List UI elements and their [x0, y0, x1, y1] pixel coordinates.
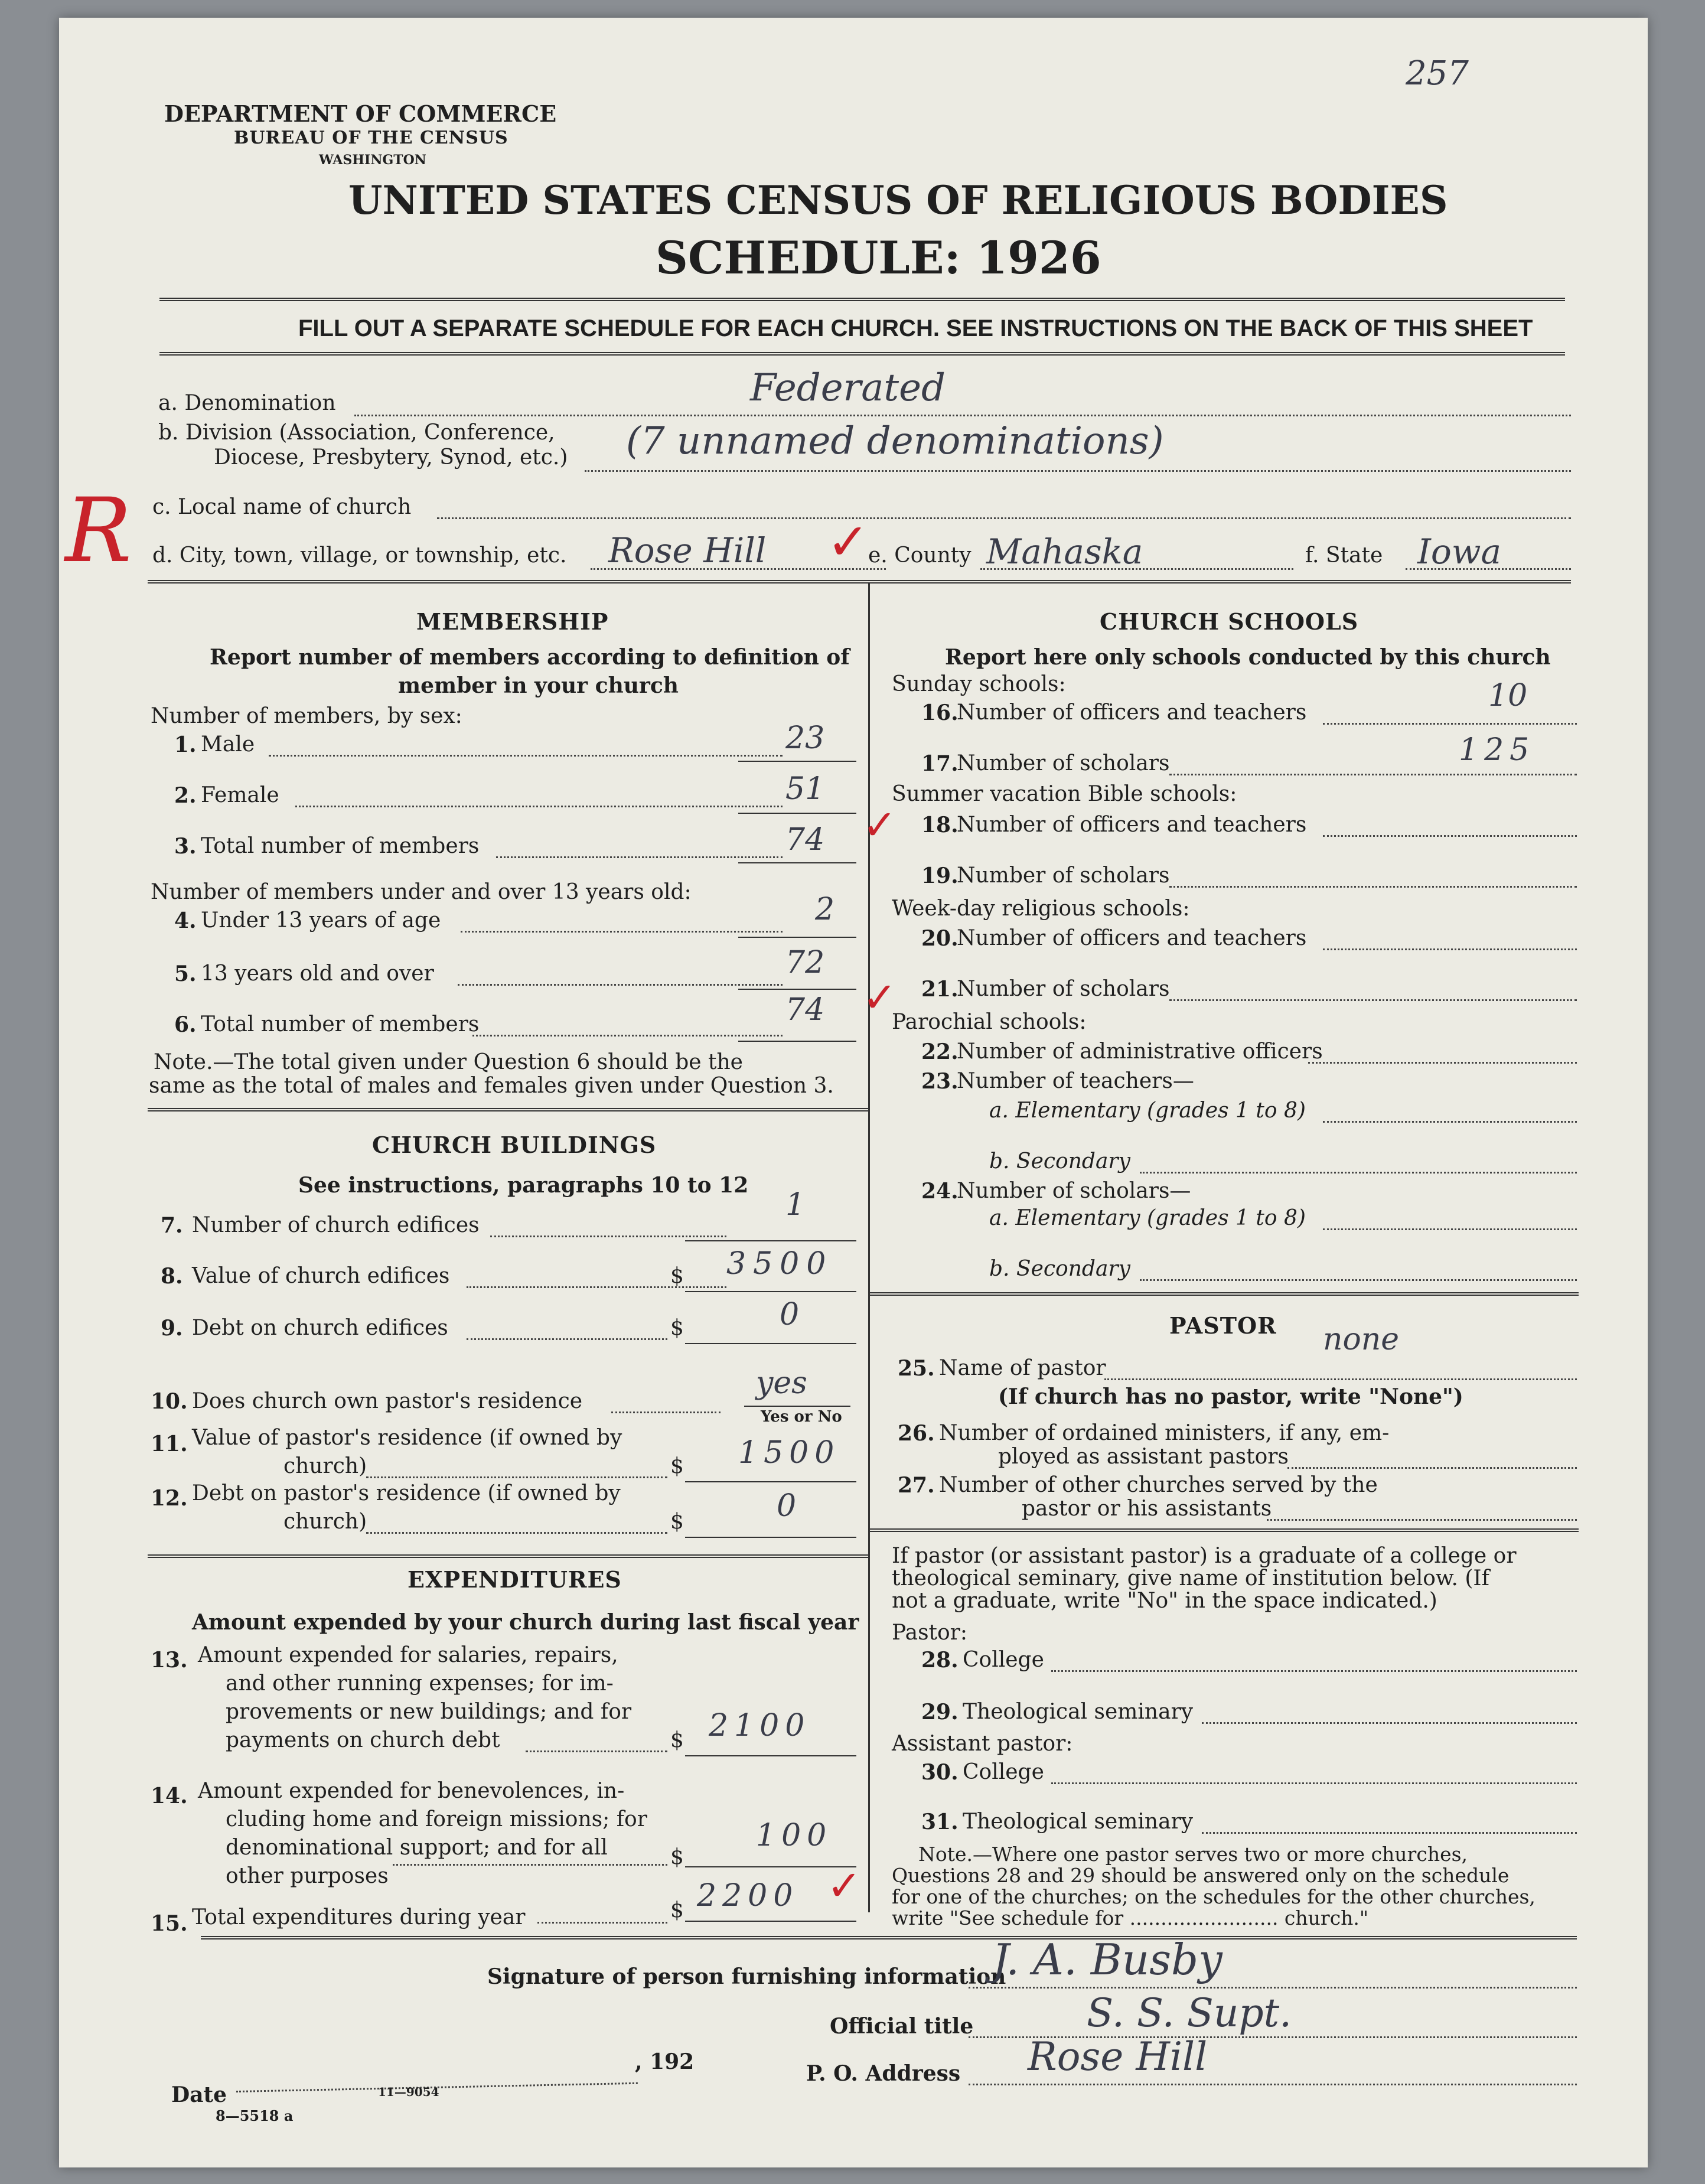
signature-line	[969, 1987, 1577, 1989]
q11-label-1: Value of pastor's residence (if owned by	[192, 1426, 622, 1450]
local-name-label: c. Local name of church	[152, 495, 412, 519]
pastor-note-1: Note.—Where one pastor serves two or more churches,	[918, 1843, 1468, 1866]
q16-label: Number of officers and teachers	[957, 700, 1307, 725]
q13-dollar: $	[670, 1728, 684, 1752]
q23b-label: b. Secondary	[989, 1149, 1130, 1174]
q22-label: Number of administrative officers	[957, 1039, 1323, 1064]
membership-heading: MEMBERSHIP	[416, 608, 609, 635]
q29-number: 29.	[921, 1700, 959, 1725]
q5-line	[458, 984, 783, 986]
q15-value[interactable]: 2200	[697, 1878, 799, 1914]
q22-line	[1308, 1062, 1577, 1064]
q12-label-2: church)	[283, 1510, 367, 1534]
q24b-label: b. Secondary	[989, 1257, 1130, 1281]
q4-label: Under 13 years of age	[201, 908, 441, 933]
q9-answer-line	[685, 1343, 856, 1344]
buildings-rule	[148, 1554, 868, 1558]
q25-label: Name of pastor	[939, 1356, 1106, 1380]
q15-number: 15.	[151, 1911, 188, 1936]
q16-line	[1323, 723, 1577, 725]
census-schedule-sheet	[59, 18, 1648, 2167]
q27-number: 27.	[898, 1473, 935, 1498]
q27-dots	[1267, 1519, 1577, 1521]
q3-number: 3.	[174, 834, 197, 859]
form-subtitle: SCHEDULE: 1926	[656, 232, 1101, 284]
q13-number: 13.	[151, 1648, 188, 1673]
q5-value[interactable]: 72	[785, 945, 825, 980]
q24a-label: a. Elementary (grades 1 to 8)	[989, 1206, 1306, 1230]
banner-rule	[159, 352, 1565, 356]
official-title-value[interactable]: S. S. Supt.	[1087, 1990, 1292, 2036]
q6-value[interactable]: 74	[785, 992, 825, 1028]
state-label: f. State	[1305, 543, 1383, 568]
q5-number: 5.	[174, 961, 197, 986]
q25-hint: (If church has no pastor, write "None")	[998, 1384, 1463, 1409]
official-title-label: Official title	[830, 2014, 974, 2039]
page-number: 257	[1406, 54, 1469, 93]
q6-line	[472, 1035, 783, 1036]
form-number: 8—5518 a	[216, 2107, 294, 2124]
q20-line	[1323, 948, 1577, 950]
weekday-schools-label: Week-day religious schools:	[892, 897, 1190, 921]
q4-answer-line	[738, 937, 856, 938]
q5-answer-line	[738, 989, 856, 990]
q11-label-2: church)	[283, 1454, 367, 1478]
q12-line	[366, 1532, 667, 1534]
membership-note-2: same as the total of males and females given under Question 3.	[149, 1074, 834, 1098]
division-label-2: Diocese, Presbytery, Synod, etc.)	[214, 445, 568, 470]
q23a-line	[1323, 1121, 1577, 1123]
q26-line-1: Number of ordained ministers, if any, em-	[939, 1421, 1390, 1445]
denomination-line	[354, 415, 1571, 416]
q17-label: Number of scholars	[957, 751, 1170, 775]
header-rule	[159, 298, 1565, 301]
q17-number: 17.	[921, 751, 959, 776]
q15-check-mark: ✓	[827, 1862, 862, 1910]
q1-line	[269, 755, 783, 757]
q30-number: 30.	[921, 1760, 959, 1785]
q8-answer-line	[685, 1291, 856, 1292]
q26-number: 26.	[898, 1421, 935, 1446]
vacation-schools-label: Summer vacation Bible schools:	[892, 782, 1237, 806]
q12-number: 12.	[151, 1486, 188, 1511]
q4-line	[461, 931, 783, 933]
q23b-line	[1140, 1172, 1577, 1174]
q17-value[interactable]: 125	[1459, 732, 1536, 768]
signature-value[interactable]: J. A. Busby	[992, 1935, 1222, 1984]
q13-line-3: provements or new buildings; and for	[226, 1700, 632, 1724]
q31-number: 31.	[921, 1810, 959, 1834]
pastor-rule	[870, 1528, 1579, 1532]
q6-label: Total number of members	[201, 1012, 480, 1036]
q28-number: 28.	[921, 1648, 959, 1673]
q16-number: 16.	[921, 700, 959, 725]
q5-label: 13 years old and over	[201, 961, 434, 986]
q14-value[interactable]: 100	[756, 1818, 833, 1853]
q24-number: 24.	[921, 1179, 959, 1204]
q13-dots	[526, 1751, 667, 1752]
q12-label-1: Debt on pastor's residence (if owned by	[192, 1481, 621, 1505]
division-label-1: b. Division (Association, Conference,	[158, 420, 555, 445]
q26-dots	[1287, 1467, 1577, 1469]
column-divider	[868, 584, 870, 1912]
denomination-value[interactable]: Federated	[750, 366, 946, 410]
state-value[interactable]: Iowa	[1417, 532, 1502, 572]
buildings-heading: CHURCH BUILDINGS	[372, 1132, 657, 1158]
instruction-banner: FILL OUT A SEPARATE SCHEDULE FOR EACH CHURCH. SEE INSTRUCTIONS ON THE BACK OF THIS SHEET	[298, 315, 1533, 341]
q8-dollar: $	[670, 1264, 684, 1288]
q18-line	[1323, 835, 1577, 837]
graduate-note-2: theological seminary, give name of institution below. (If	[892, 1566, 1489, 1590]
q27-line-2: pastor or his assistants	[1022, 1497, 1272, 1521]
assistant-pastor-label: Assistant pastor:	[892, 1732, 1073, 1756]
q14-dots	[393, 1864, 667, 1866]
pastor-note-3: for one of the churches; on the schedules for the other churches,	[892, 1885, 1536, 1908]
local-name-line	[437, 517, 1571, 519]
date-year: , 192	[635, 2049, 695, 2074]
q11-line	[366, 1476, 667, 1478]
q19-label: Number of scholars	[957, 863, 1170, 888]
q10-value[interactable]: yes	[756, 1365, 807, 1401]
q2-answer-line	[738, 813, 856, 814]
margin-review-mark: R	[65, 480, 132, 582]
q10-line	[611, 1412, 721, 1413]
signature-label: Signature of person furnishing information	[487, 1964, 1006, 1989]
q9-label: Debt on church edifices	[192, 1316, 448, 1340]
q16-value[interactable]: 10	[1488, 678, 1528, 713]
membership-rule	[148, 1108, 868, 1111]
q7-answer-line	[685, 1240, 856, 1241]
graduate-note-1: If pastor (or assistant pastor) is a graduate of a college or	[892, 1544, 1517, 1568]
county-label: e. County	[868, 543, 972, 568]
q7-label: Number of church edifices	[192, 1213, 480, 1237]
q25-line	[1104, 1378, 1577, 1380]
by-sex-label: Number of members, by sex:	[151, 704, 462, 728]
sunday-schools-label: Sunday schools:	[892, 672, 1066, 696]
q15-label: Total expenditures during year	[192, 1905, 526, 1929]
city-value[interactable]: Rose Hill	[608, 530, 767, 571]
expenditures-sub: Amount expended by your church during last fiscal year	[192, 1610, 859, 1635]
q9-dollar: $	[670, 1316, 684, 1340]
q14-line-1: Amount expended for benevolences, in-	[198, 1779, 625, 1803]
q4-number: 4.	[174, 908, 197, 933]
q14-line-3: denominational support; and for all	[226, 1836, 608, 1860]
q8-label: Value of church edifices	[192, 1264, 450, 1288]
q8-number: 8.	[161, 1264, 183, 1289]
q19-number: 19.	[921, 863, 959, 888]
q19-line	[1169, 886, 1577, 888]
q13-answer-line	[685, 1755, 856, 1756]
county-value[interactable]: Mahaska	[986, 532, 1143, 572]
q9-line	[467, 1338, 667, 1340]
q31-label: Theological seminary	[963, 1810, 1194, 1834]
q11-value[interactable]: 1500	[738, 1435, 840, 1471]
buildings-sub: See instructions, paragraphs 10 to 12	[298, 1173, 749, 1198]
q21-number: 21.	[921, 977, 959, 1002]
q3-answer-line	[738, 862, 856, 863]
q29-line	[1202, 1722, 1577, 1724]
q13-value[interactable]: 2100	[709, 1708, 811, 1743]
schools-sub: Report here only schools conducted by this church	[945, 645, 1551, 670]
form-title: UNITED STATES CENSUS OF RELIGIOUS BODIES	[348, 177, 1448, 223]
pastor-sub-label: Pastor:	[892, 1621, 968, 1645]
q23-label: Number of teachers—	[957, 1069, 1194, 1093]
q29-label: Theological seminary	[963, 1700, 1194, 1724]
q3-label: Total number of members	[201, 834, 480, 858]
q12-dollar: $	[670, 1510, 684, 1534]
q10-answer-line	[744, 1406, 850, 1407]
q22-number: 22.	[921, 1039, 959, 1064]
q1-label: Male	[201, 732, 255, 757]
q7-value[interactable]: 1	[785, 1187, 806, 1223]
q31-line	[1202, 1832, 1577, 1834]
q10-label: Does church own pastor's residence	[192, 1389, 583, 1413]
q28-line	[1051, 1670, 1577, 1672]
q1-number: 1.	[174, 732, 197, 757]
division-line	[585, 470, 1571, 472]
q15-line	[537, 1922, 667, 1924]
q13-line-1: Amount expended for salaries, repairs,	[198, 1643, 618, 1667]
q11-dollar: $	[670, 1454, 684, 1478]
q7-number: 7.	[161, 1213, 183, 1238]
by-age-label: Number of members under and over 13 years old:	[151, 880, 692, 904]
q14-number: 14.	[151, 1784, 188, 1808]
membership-sub-1: Report number of members according to definition of	[210, 645, 850, 670]
q4-value[interactable]: 2	[815, 892, 835, 927]
q6-answer-line	[738, 1041, 856, 1042]
q14-line-2: cluding home and foreign missions; for	[226, 1807, 647, 1831]
q3-check-mark: ✓	[862, 801, 897, 849]
q3-value[interactable]: 74	[785, 822, 825, 858]
q8-value[interactable]: 3500	[726, 1246, 833, 1282]
q28-label: College	[963, 1648, 1044, 1672]
q1-answer-line	[738, 761, 856, 762]
department-name: DEPARTMENT OF COMMERCE	[164, 100, 557, 127]
q24a-line	[1323, 1228, 1577, 1230]
city-label: d. City, town, village, or township, etc.	[152, 543, 567, 568]
q27-line-1: Number of other churches served by the	[939, 1473, 1378, 1497]
q26-line-2: ployed as assistant pastors	[998, 1445, 1289, 1469]
q6-check-mark: ✓	[862, 973, 897, 1022]
schools-rule	[870, 1292, 1579, 1296]
q30-line	[1051, 1782, 1577, 1784]
q12-answer-line	[685, 1537, 856, 1538]
q24b-line	[1140, 1279, 1577, 1281]
q10-hint: Yes or No	[761, 1408, 842, 1426]
q30-label: College	[963, 1760, 1044, 1784]
po-address-label: P. O. Address	[806, 2061, 961, 2086]
po-address-value[interactable]: Rose Hill	[1028, 2034, 1208, 2079]
identification-rule	[148, 580, 1571, 584]
q3-line	[496, 856, 783, 858]
pastor-heading: PASTOR	[1169, 1312, 1277, 1339]
q20-label: Number of officers and teachers	[957, 926, 1307, 950]
q9-value[interactable]: 0	[780, 1297, 800, 1332]
city-check-mark: ✓	[827, 513, 870, 572]
q15-dollar: $	[670, 1898, 684, 1922]
q10-number: 10.	[151, 1389, 188, 1414]
q2-value[interactable]: 51	[785, 771, 825, 807]
schools-heading: CHURCH SCHOOLS	[1100, 608, 1359, 635]
q9-number: 9.	[161, 1316, 183, 1341]
city-name: WASHINGTON	[319, 152, 426, 168]
q21-label: Number of scholars	[957, 977, 1170, 1001]
pastor-note-2: Questions 28 and 29 should be answered only on the schedule	[892, 1864, 1510, 1887]
q1-value[interactable]: 23	[785, 721, 825, 756]
q18-number: 18.	[921, 813, 959, 837]
membership-note-1: Note.—The total given under Question 6 should be the	[154, 1050, 743, 1074]
q15-answer-line	[685, 1921, 856, 1922]
q13-line-2: and other running expenses; for im-	[226, 1671, 614, 1696]
q6-number: 6.	[174, 1012, 197, 1037]
expenditures-heading: EXPENDITURES	[407, 1566, 622, 1593]
q11-answer-line	[685, 1481, 856, 1482]
q25-number: 25.	[898, 1356, 935, 1381]
q11-number: 11.	[151, 1432, 188, 1456]
pastor-note-4: write "See schedule for ........................ church."	[892, 1906, 1369, 1929]
po-address-line	[969, 2084, 1577, 2085]
q2-line	[295, 806, 783, 807]
q23a-label: a. Elementary (grades 1 to 8)	[989, 1098, 1306, 1123]
footer-rule	[201, 1936, 1577, 1939]
q12-value[interactable]: 0	[777, 1488, 797, 1524]
q25-value[interactable]: none	[1323, 1322, 1400, 1357]
q24-label: Number of scholars—	[957, 1179, 1191, 1203]
q8-line	[467, 1286, 726, 1288]
q13-line-4: payments on church debt	[226, 1728, 500, 1752]
date-label: Date	[171, 2082, 227, 2107]
q23-number: 23.	[921, 1069, 959, 1094]
q7-line	[490, 1236, 726, 1237]
graduate-note-3: not a graduate, write "No" in the space indicated.)	[892, 1589, 1437, 1613]
membership-sub-2: member in your church	[398, 673, 679, 698]
division-value[interactable]: (7 unnamed denominations)	[626, 419, 1164, 463]
q20-number: 20.	[921, 926, 959, 951]
parochial-schools-label: Parochial schools:	[892, 1010, 1087, 1034]
q2-number: 2.	[174, 783, 197, 808]
bureau-name: BUREAU OF THE CENSUS	[234, 128, 508, 148]
q17-line	[1169, 774, 1577, 775]
q18-label: Number of officers and teachers	[957, 813, 1307, 837]
q14-line-4: other purposes	[226, 1864, 389, 1888]
q14-dollar: $	[670, 1845, 684, 1869]
q21-line	[1169, 999, 1577, 1001]
denomination-label: a. Denomination	[158, 391, 336, 415]
q2-label: Female	[201, 783, 279, 807]
print-number: 11—9054	[378, 2085, 439, 2099]
